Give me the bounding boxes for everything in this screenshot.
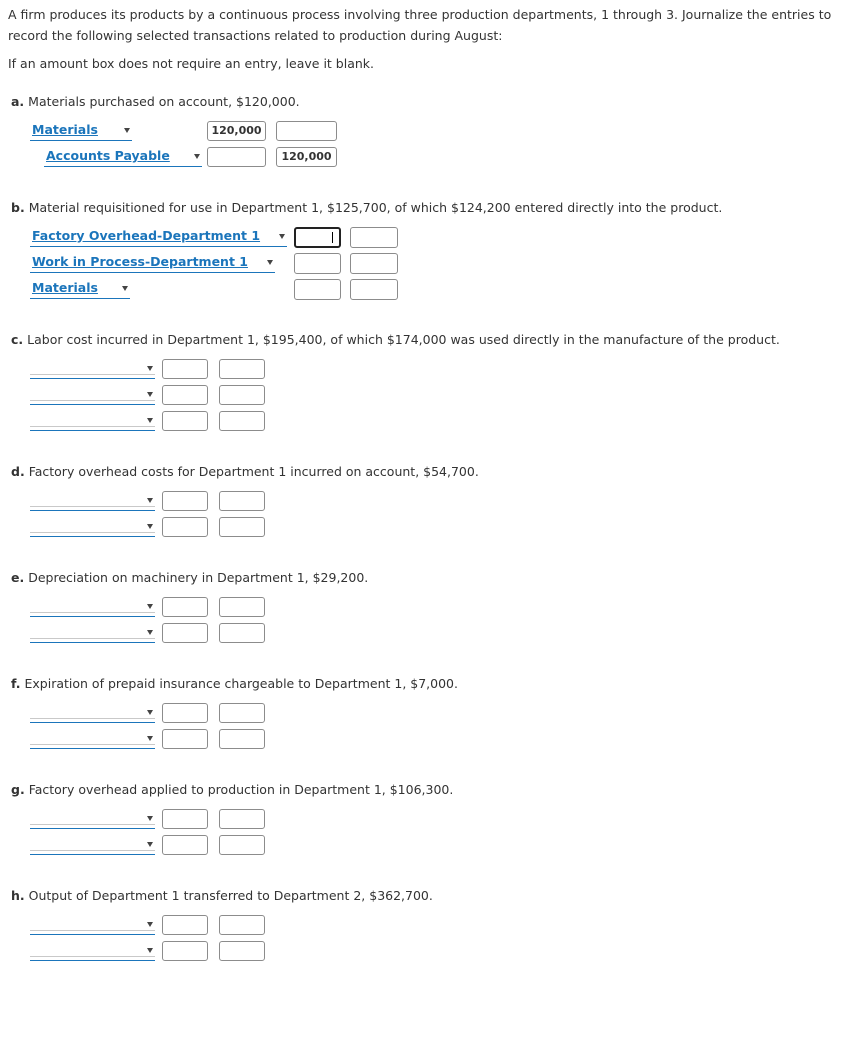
dropdown-caret-icon: [147, 630, 153, 635]
debit-input[interactable]: [162, 809, 208, 829]
instruction-note: If an amount box does not require an entry, leave it blank.: [8, 56, 374, 71]
account-dropdown[interactable]: [30, 809, 155, 829]
transaction-text: Material requisitioned for use in Department 1, $125,700, of which $124,200 entered directly into the product.: [28, 200, 723, 215]
account-dropdown[interactable]: [30, 835, 155, 855]
account-dropdown[interactable]: [30, 597, 155, 617]
debit-input[interactable]: [294, 253, 341, 274]
account-dropdown[interactable]: [30, 411, 155, 431]
credit-input[interactable]: [219, 809, 265, 829]
dropdown-caret-icon: [147, 498, 153, 503]
transaction-letter: g.: [11, 782, 25, 797]
debit-input[interactable]: [162, 915, 208, 935]
credit-input[interactable]: [219, 359, 265, 379]
dropdown-caret-icon: [147, 736, 153, 741]
debit-input[interactable]: [207, 147, 266, 167]
account-dropdown[interactable]: [30, 359, 155, 379]
account-dropdown[interactable]: [30, 623, 155, 643]
transaction-text: Factory overhead costs for Department 1 incurred on account, $54,700.: [28, 464, 479, 479]
debit-input[interactable]: [162, 623, 208, 643]
dropdown-caret-icon: [147, 366, 153, 371]
credit-input[interactable]: [219, 915, 265, 935]
credit-input[interactable]: [219, 491, 265, 511]
dropdown-caret-icon: [147, 604, 153, 609]
credit-input[interactable]: [219, 517, 265, 537]
account-dropdown[interactable]: Materials: [30, 279, 130, 299]
account-dropdown[interactable]: [30, 915, 155, 935]
credit-input[interactable]: [350, 227, 398, 248]
transaction-letter: h.: [11, 888, 25, 903]
transaction-text: Labor cost incurred in Department 1, $195,400, of which $174,000 was used directly in the manufacture of the product.: [27, 332, 780, 347]
credit-input[interactable]: [219, 411, 265, 431]
account-dropdown[interactable]: [30, 941, 155, 961]
transaction-text: Depreciation on machinery in Department 1, $29,200.: [28, 570, 369, 585]
dropdown-caret-icon: [147, 418, 153, 423]
debit-input[interactable]: [162, 941, 208, 961]
debit-input[interactable]: [162, 835, 208, 855]
credit-input[interactable]: [350, 253, 398, 274]
dropdown-caret-icon: [147, 524, 153, 529]
debit-input[interactable]: 120,000: [207, 121, 266, 141]
debit-input[interactable]: [162, 411, 208, 431]
debit-input[interactable]: [294, 227, 341, 248]
transaction-c: [11, 332, 780, 348]
dropdown-caret-icon: [147, 842, 153, 847]
dropdown-caret-icon: [147, 710, 153, 715]
dropdown-caret-icon: [267, 260, 273, 265]
dropdown-caret-icon: [147, 948, 153, 953]
credit-input[interactable]: [219, 703, 265, 723]
transaction-a: [11, 94, 332, 163]
transaction-letter: c.: [11, 332, 24, 347]
debit-input[interactable]: [162, 517, 208, 537]
transaction-text: Factory overhead applied to production in Department 1, $106,300.: [28, 782, 454, 797]
transaction-letter: b.: [11, 200, 25, 215]
account-dropdown[interactable]: [30, 729, 155, 749]
credit-input[interactable]: [350, 279, 398, 300]
transaction-f: [11, 676, 458, 692]
credit-input[interactable]: [219, 941, 265, 961]
account-dropdown[interactable]: Accounts Payable: [44, 147, 202, 167]
debit-input[interactable]: [162, 359, 208, 379]
dropdown-caret-icon: [279, 234, 285, 239]
dropdown-caret-icon: [147, 922, 153, 927]
debit-input[interactable]: [162, 385, 208, 405]
credit-input[interactable]: [219, 729, 265, 749]
credit-input[interactable]: [219, 597, 265, 617]
dropdown-caret-icon: [124, 128, 130, 133]
transaction-text: Expiration of prepaid insurance chargeable to Department 1, $7,000.: [24, 676, 458, 691]
debit-input[interactable]: [162, 703, 208, 723]
account-dropdown[interactable]: [30, 517, 155, 537]
debit-input[interactable]: [162, 729, 208, 749]
credit-input[interactable]: [219, 623, 265, 643]
problem-intro: A firm produces its products by a continuous process involving three production departments, 1 through 3. Journalize the entries to record the following selected transactions related to production during August:: [8, 7, 832, 43]
dropdown-caret-icon: [147, 392, 153, 397]
transaction-g: [11, 782, 453, 798]
debit-input[interactable]: [162, 597, 208, 617]
transaction-letter: a.: [11, 94, 25, 109]
debit-input[interactable]: [294, 279, 341, 300]
dropdown-caret-icon: [122, 286, 128, 291]
account-dropdown[interactable]: Materials: [30, 121, 132, 141]
credit-input[interactable]: [276, 121, 337, 141]
transaction-letter: f.: [11, 676, 21, 691]
transaction-text: Materials purchased on account, $120,000.: [28, 94, 300, 109]
account-dropdown[interactable]: [30, 703, 155, 723]
account-dropdown[interactable]: [30, 491, 155, 511]
transaction-d: [11, 464, 479, 480]
debit-input[interactable]: [162, 491, 208, 511]
dropdown-caret-icon: [147, 816, 153, 821]
transaction-text: Output of Department 1 transferred to Department 2, $362,700.: [28, 888, 433, 903]
account-dropdown[interactable]: Factory Overhead-Department 1: [30, 227, 287, 247]
transaction-letter: e.: [11, 570, 25, 585]
transaction-h: [11, 888, 433, 904]
credit-input[interactable]: [219, 835, 265, 855]
credit-input[interactable]: 120,000: [276, 147, 337, 167]
transaction-letter: d.: [11, 464, 25, 479]
account-dropdown[interactable]: [30, 385, 155, 405]
transaction-e: [11, 570, 368, 586]
account-dropdown[interactable]: Work in Process-Department 1: [30, 253, 275, 273]
transaction-b: [11, 200, 723, 295]
dropdown-caret-icon: [194, 154, 200, 159]
credit-input[interactable]: [219, 385, 265, 405]
